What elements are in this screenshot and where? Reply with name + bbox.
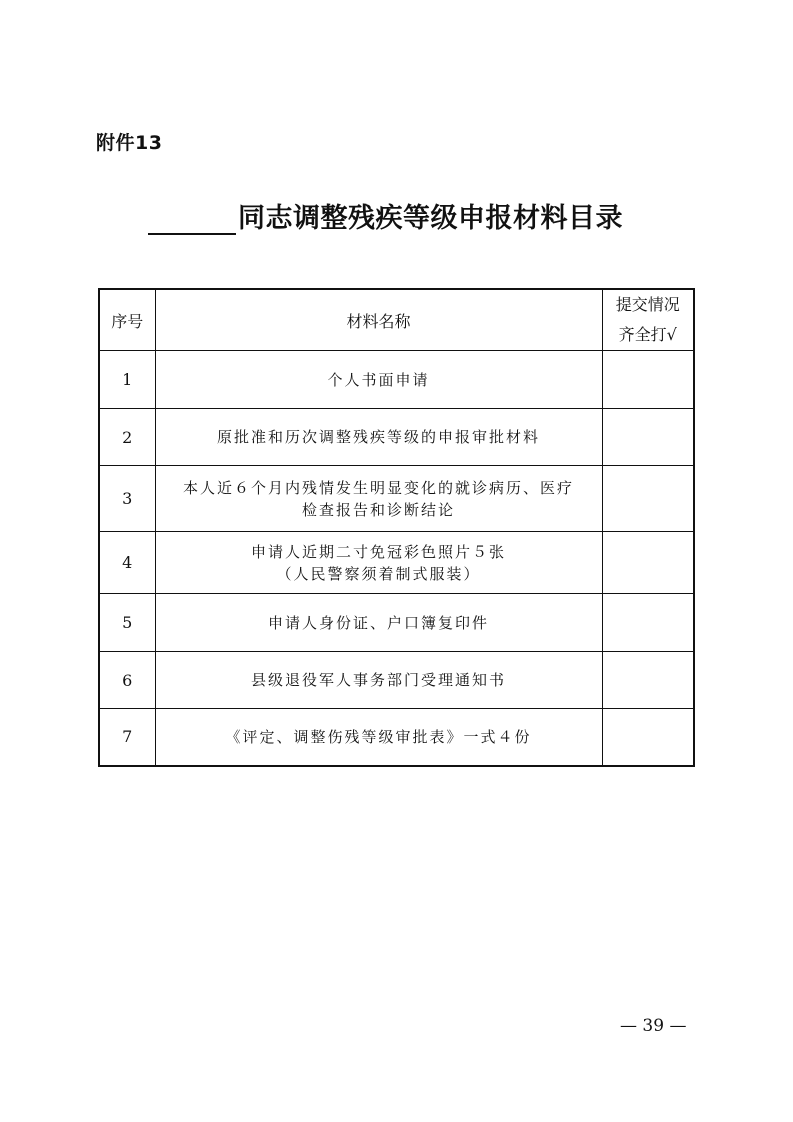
table-row <box>99 466 694 532</box>
header-number: 序号 <box>99 289 155 351</box>
row-number: 4 <box>99 532 155 594</box>
title-text: 同志调整残疾等级申报材料目录 <box>238 203 623 234</box>
row-name-line2: 检查报告和诊断结论 <box>301 500 455 519</box>
row-name-line2: （人民警察须着制式服装） <box>276 564 481 583</box>
row-material-name <box>155 532 602 594</box>
name-blank-line <box>148 201 236 235</box>
row-number: 1 <box>99 351 155 409</box>
row-name-line1: 申请人近期二寸免冠彩色照片５张 <box>250 542 506 561</box>
row-name-line1: 申请人身份证、户口簿复印件 <box>267 613 489 632</box>
row-name-line1: 县级退役军人事务部门受理通知书 <box>250 671 506 689</box>
row-material-name <box>155 466 602 532</box>
row-number: 7 <box>99 709 155 766</box>
table-row <box>99 652 694 709</box>
header-status-line2: 齐全打√ <box>618 325 677 344</box>
row-name-line1: 《评定、调整伤残等级审批表》一式４份 <box>225 727 532 746</box>
row-name-line1: 个人书面申请 <box>327 370 430 389</box>
row-name-line1: 原批准和历次调整残疾等级的申报审批材料 <box>216 428 540 446</box>
table-row <box>99 532 694 594</box>
row-status-cell <box>602 652 694 709</box>
table-row <box>99 409 694 466</box>
table-row <box>99 709 694 766</box>
row-material-name <box>155 594 602 652</box>
table-header-row <box>99 289 694 351</box>
page-number: — 39 — <box>620 1016 687 1036</box>
row-status-cell <box>602 466 694 532</box>
header-status-line1: 提交情况 <box>615 295 680 314</box>
row-status-cell <box>602 351 694 409</box>
row-status-cell <box>602 709 694 766</box>
header-material-name: 材料名称 <box>155 289 602 351</box>
row-number: 3 <box>99 466 155 532</box>
row-material-name <box>155 351 602 409</box>
row-number: 5 <box>99 594 155 652</box>
materials-table <box>98 288 695 767</box>
row-number: 6 <box>99 652 155 709</box>
header-submission-status <box>602 289 694 351</box>
attachment-label: 附件13 <box>96 132 163 154</box>
row-name-line1: 本人近６个月内残情发生明显变化的就诊病历、医疗 <box>182 478 574 497</box>
row-status-cell <box>602 594 694 652</box>
row-material-name <box>155 409 602 466</box>
row-material-name <box>155 652 602 709</box>
document-title <box>148 196 623 235</box>
table-row <box>99 351 694 409</box>
row-number: 2 <box>99 409 155 466</box>
row-status-cell <box>602 532 694 594</box>
row-status-cell <box>602 409 694 466</box>
table-row <box>99 594 694 652</box>
row-material-name <box>155 709 602 766</box>
